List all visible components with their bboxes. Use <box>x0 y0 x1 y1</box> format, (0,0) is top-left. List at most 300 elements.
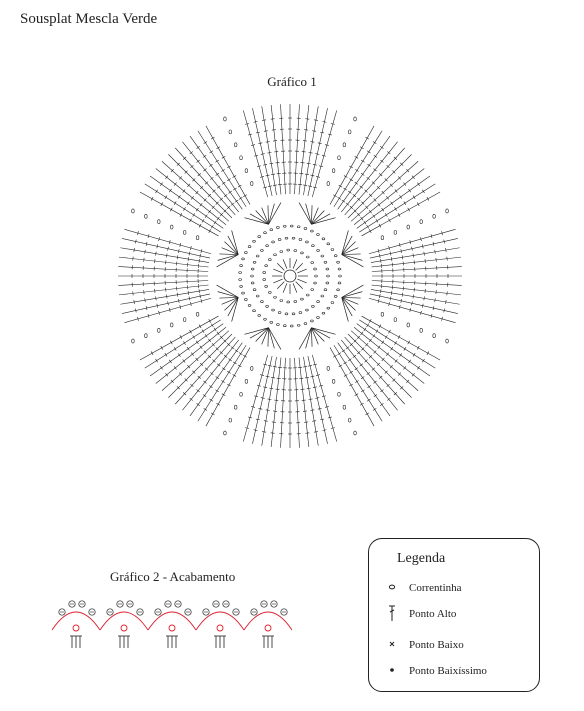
chain-stitch <box>285 237 288 239</box>
stitch-mark <box>187 202 189 205</box>
stitch-mark <box>222 297 239 304</box>
stitch-mark <box>227 179 230 181</box>
chain-stitch <box>334 255 337 257</box>
stitch-mark <box>364 328 366 331</box>
chain-stitch <box>274 296 277 298</box>
stitch-mark <box>303 366 307 367</box>
stitch-mark <box>311 328 312 347</box>
stitch-mark <box>330 126 374 205</box>
stitch-mark <box>373 381 376 384</box>
stitch-mark <box>446 300 447 304</box>
chain-stitch <box>250 182 253 186</box>
stitch-mark <box>204 142 207 144</box>
stitch-mark <box>156 296 157 300</box>
chain-stitch <box>446 339 449 343</box>
legend-label: Ponto Alto <box>409 608 457 620</box>
chain-stitch <box>240 392 243 396</box>
stitch-mark <box>307 388 311 389</box>
stitch-mark <box>140 316 219 360</box>
stitch-mark <box>342 236 352 255</box>
stitch-mark <box>157 244 158 248</box>
stitch-mark <box>353 194 356 197</box>
chain-stitch <box>229 130 232 134</box>
stitch-mark <box>422 190 424 193</box>
stitch-mark <box>296 263 303 270</box>
stitch-mark <box>402 293 403 297</box>
chain-stitch <box>311 261 314 263</box>
chain-stitch <box>292 313 295 315</box>
stitch-mark <box>174 201 176 204</box>
stitch-mark <box>200 294 201 298</box>
stitch-mark <box>295 358 300 448</box>
stitch-mark <box>209 229 211 232</box>
stitch-mark <box>357 324 430 376</box>
correntinha-icon <box>383 582 401 595</box>
chain-stitch <box>263 271 266 273</box>
stitch-mark <box>208 210 211 213</box>
stitch-mark <box>365 413 368 415</box>
stitch-mark <box>273 279 282 283</box>
stitch-mark <box>349 179 352 181</box>
stitch-mark <box>388 219 390 222</box>
chain-stitch <box>240 265 243 267</box>
stitch-mark <box>197 403 200 405</box>
stitch-mark <box>311 328 335 335</box>
stitch-mark <box>342 297 359 304</box>
edging-arc <box>100 612 148 630</box>
legend-item-ponto-baixissimo <box>383 662 487 680</box>
legend-item-correntinha <box>383 579 462 597</box>
stitch-mark <box>311 214 330 224</box>
stitch-mark <box>346 347 349 350</box>
stitch-mark <box>339 365 342 367</box>
stitch-mark <box>150 324 223 376</box>
chain-stitch <box>242 258 245 260</box>
stitch-mark <box>211 225 213 228</box>
stitch-mark <box>293 259 297 268</box>
stitch-mark <box>355 368 358 370</box>
stitch-mark <box>295 104 300 194</box>
stitch-mark <box>367 324 369 327</box>
chain-stitch <box>311 230 314 232</box>
stitch-mark <box>360 147 363 149</box>
stitch-mark <box>338 197 341 199</box>
chain-stitch <box>306 241 309 243</box>
ponto-baixissimo-icon <box>383 665 401 678</box>
chain-stitch <box>158 328 161 332</box>
stitch-mark <box>200 346 203 349</box>
base-ring <box>265 625 271 631</box>
stitch-mark <box>243 355 246 357</box>
chain-stitch <box>258 236 261 238</box>
stitch-mark <box>170 341 172 344</box>
stitch-mark <box>224 194 227 197</box>
stitch-mark <box>219 297 238 298</box>
stitch-mark <box>318 408 322 409</box>
stitch-mark <box>318 143 322 144</box>
stitch-mark <box>394 341 396 344</box>
stitch-mark <box>422 304 423 308</box>
stitch-mark <box>183 207 185 210</box>
stitch-mark <box>193 335 195 338</box>
stitch-mark <box>369 339 372 342</box>
stitch-mark <box>217 186 220 189</box>
stitch-mark <box>344 374 347 376</box>
chain-stitch <box>256 295 259 297</box>
chain-stitch <box>278 238 281 240</box>
stitch-mark <box>151 197 153 200</box>
stitch-mark <box>146 242 147 246</box>
stitch-mark <box>233 374 236 376</box>
stitch-mark <box>367 151 370 153</box>
chain-stitch <box>337 289 340 291</box>
stitch-mark <box>388 330 390 333</box>
stitch-mark <box>380 389 383 392</box>
stitch-mark <box>403 366 406 369</box>
stitch-mark <box>227 166 230 168</box>
stitch-mark <box>412 247 413 251</box>
stitch-mark <box>309 399 313 400</box>
stitch-mark <box>134 300 135 304</box>
stitch-mark <box>355 169 358 171</box>
chain-stitch <box>331 249 334 251</box>
stitch-mark <box>380 259 381 263</box>
chain-stitch <box>339 275 342 277</box>
chain-stitch <box>280 299 283 301</box>
crochet-chart-1 <box>110 96 470 456</box>
stitch-mark <box>404 201 406 204</box>
stitch-mark <box>372 267 462 272</box>
stitch-mark <box>395 189 398 192</box>
stitch-mark <box>269 328 275 349</box>
stitch-mark <box>382 341 384 344</box>
chain-stitch <box>253 289 256 291</box>
stitch-mark <box>177 293 178 297</box>
chain-stitch <box>332 379 335 383</box>
chain-stitch <box>317 301 320 303</box>
stitch-mark <box>161 346 163 349</box>
stitch-mark <box>264 131 268 132</box>
stitch-mark <box>373 169 376 172</box>
chain-stitch <box>311 320 314 322</box>
stitch-mark <box>197 146 200 148</box>
stitch-mark <box>178 195 180 198</box>
stitch-mark <box>190 219 192 222</box>
stitch-mark <box>199 325 201 328</box>
chain-stitch <box>314 282 317 284</box>
chain-stitch <box>407 225 410 229</box>
stitch-mark <box>312 421 316 422</box>
edging-arc <box>52 612 100 630</box>
stitch-mark <box>134 248 135 252</box>
stitch-mark <box>268 328 269 347</box>
stitch-mark <box>256 132 260 133</box>
stitch-mark <box>238 365 241 367</box>
chain-stitch <box>196 236 199 240</box>
stitch-mark <box>118 267 208 272</box>
stitch-mark <box>310 142 314 143</box>
chain-stitch <box>290 325 293 327</box>
stitch-mark <box>320 132 324 133</box>
stitch-mark <box>417 202 419 205</box>
stitch-mark <box>199 224 201 227</box>
stitch-mark <box>211 413 214 415</box>
stitch-mark <box>264 421 268 422</box>
stitch-mark <box>310 410 314 411</box>
stitch-mark <box>362 192 441 236</box>
stitch-mark <box>183 359 186 362</box>
stitch-mark <box>361 217 364 220</box>
chain-stitch <box>297 226 300 228</box>
stitch-mark <box>308 365 312 366</box>
stitch-mark <box>387 151 390 154</box>
chain-stitch <box>343 405 346 409</box>
stitch-mark <box>227 384 230 386</box>
chain-stitch <box>266 305 269 307</box>
stitch-mark <box>221 169 224 171</box>
edging-arc <box>196 612 244 630</box>
stitch-mark <box>311 208 318 225</box>
stitch-mark <box>206 126 250 205</box>
stitch-mark <box>262 328 269 345</box>
chain-stitch <box>433 214 436 218</box>
stitch-mark <box>200 203 203 206</box>
chain-stitch <box>334 295 337 297</box>
stitch-mark <box>364 221 366 224</box>
chain-stitch <box>287 249 290 251</box>
stitch-mark <box>342 248 359 255</box>
stitch-mark <box>311 328 318 345</box>
legend-item-ponto-baixo <box>383 636 464 654</box>
stitch-mark <box>228 191 231 193</box>
chain-stitch <box>251 275 254 277</box>
stitch-mark <box>435 298 436 302</box>
chain-stitch <box>239 272 242 274</box>
stitch-mark <box>334 131 382 207</box>
stitch-mark <box>263 164 267 165</box>
stitch-mark <box>355 156 358 158</box>
stitch-mark <box>296 282 303 289</box>
stitch-mark <box>444 240 445 244</box>
stitch-mark <box>210 372 213 375</box>
stitch-mark <box>224 355 227 358</box>
stitch-mark <box>269 204 275 225</box>
center-ring <box>284 270 296 282</box>
stitch-mark <box>268 205 269 224</box>
chain-stitch <box>326 282 329 284</box>
stitch-mark <box>342 255 364 267</box>
stitch-mark <box>267 152 271 153</box>
stitch-mark <box>412 373 415 376</box>
stitch-mark <box>277 282 284 289</box>
chain-stitch <box>299 238 302 240</box>
stitch-mark <box>206 348 250 427</box>
chain-stitch <box>317 249 320 251</box>
stitch-mark <box>244 328 268 335</box>
stitch-mark <box>281 104 286 194</box>
stitch-mark <box>156 190 158 193</box>
chain-stitch <box>354 117 357 121</box>
stitch-mark <box>424 296 425 300</box>
stitch-mark <box>342 297 352 316</box>
legend-label: Ponto Baixo <box>409 639 464 651</box>
stitch-mark <box>135 240 136 244</box>
stitch-mark <box>216 377 219 379</box>
crochet-chart-2-edging <box>44 592 294 652</box>
stitch-mark <box>380 146 383 148</box>
stitch-mark <box>376 219 378 222</box>
stitch-mark <box>372 281 462 286</box>
chain-stitch <box>253 310 256 312</box>
chain-stitch <box>239 278 242 280</box>
stitch-mark <box>211 137 214 139</box>
stitch-mark <box>190 330 192 333</box>
stitch-mark <box>254 430 258 431</box>
stitch-mark <box>198 345 246 421</box>
stitch-mark <box>382 208 384 211</box>
stitch-mark <box>203 169 206 172</box>
chain-stitch <box>261 249 264 251</box>
stitch-mark <box>178 353 180 356</box>
stitch-mark <box>209 164 212 166</box>
stitch-mark <box>156 252 157 256</box>
stitch-mark <box>359 320 435 368</box>
stitch-mark <box>330 348 374 427</box>
stitch-mark <box>189 252 190 256</box>
stitch-mark <box>361 332 364 335</box>
stitch-mark <box>379 294 380 298</box>
stitch-mark <box>361 160 364 162</box>
chain-stitch <box>224 431 227 435</box>
chain-stitch <box>251 268 254 270</box>
stitch-mark <box>333 195 336 197</box>
stitch-mark <box>135 309 136 313</box>
stitch-mark <box>160 183 162 186</box>
stitch-mark <box>338 136 390 209</box>
stitch-mark <box>233 176 236 178</box>
chain-stitch <box>312 245 315 247</box>
stitch-mark <box>261 398 265 399</box>
stitch-mark <box>315 398 319 399</box>
stitch-mark <box>140 192 219 236</box>
stitch-mark <box>202 329 204 332</box>
stitch-mark <box>402 255 403 259</box>
stitch-mark <box>378 203 381 206</box>
stitch-mark <box>424 252 425 256</box>
stitch-mark <box>210 399 213 401</box>
stitch-mark <box>348 191 351 193</box>
chain-stitch <box>327 307 330 309</box>
stitch-mark <box>320 419 324 420</box>
stitch-mark <box>307 163 311 164</box>
stitch-mark <box>222 394 225 396</box>
legend-title: Legenda <box>397 551 446 566</box>
stitch-mark <box>203 155 206 157</box>
stitch-mark <box>191 196 194 199</box>
stitch-mark <box>209 319 211 322</box>
stitch-mark <box>266 376 270 377</box>
stitch-mark <box>198 131 246 207</box>
chain-stitch <box>299 312 302 314</box>
stitch-mark <box>349 384 352 386</box>
stitch-mark <box>360 186 363 189</box>
stitch-mark <box>365 137 368 139</box>
stitch-mark <box>391 257 392 261</box>
stitch-mark <box>342 200 345 202</box>
chain-stitch <box>278 312 281 314</box>
stitch-mark <box>308 186 312 187</box>
stitch-mark <box>367 164 370 166</box>
chain-stitch <box>240 156 243 160</box>
stitch-mark <box>191 353 194 356</box>
stitch-mark <box>263 387 267 388</box>
stitch-mark <box>190 136 242 209</box>
stitch-mark <box>218 292 239 298</box>
stitch-mark <box>342 297 349 321</box>
chain-stitch <box>348 130 351 134</box>
stitch-mark <box>180 335 182 338</box>
stitch-mark <box>353 355 356 358</box>
stitch-mark <box>174 366 177 369</box>
stitch-mark <box>315 154 319 155</box>
chain-stitch <box>196 312 199 316</box>
chain-stitch <box>264 232 267 234</box>
chain-stitch <box>270 321 273 323</box>
stitch-mark <box>433 306 434 310</box>
stitch-mark <box>269 163 273 164</box>
stitch-mark <box>232 297 239 321</box>
stitch-mark <box>349 371 352 373</box>
stitch-mark <box>214 221 216 224</box>
stitch-mark <box>357 176 430 228</box>
stitch-mark <box>165 176 168 179</box>
chain-stitch <box>268 291 271 293</box>
chain-stitch <box>338 392 341 396</box>
stitch-mark <box>367 225 369 228</box>
stitch-mark <box>305 174 309 175</box>
stitch-mark <box>216 403 219 405</box>
chain-stitch <box>294 300 297 302</box>
stitch-mark <box>413 295 414 299</box>
stitch-mark <box>387 398 390 401</box>
stitch-mark <box>314 432 318 433</box>
stitch-mark <box>261 154 265 155</box>
stitch-mark <box>360 403 363 405</box>
chain-stitch <box>294 250 297 252</box>
stitch-mark <box>349 166 352 168</box>
stitch-mark <box>385 335 387 338</box>
stitch-mark <box>367 399 370 401</box>
chain-stitch <box>322 312 325 314</box>
stitch-mark <box>233 362 236 364</box>
chain-stitch <box>321 295 324 297</box>
chain-stitch <box>268 259 271 261</box>
stitch-mark <box>348 359 351 361</box>
chart2-title: Gráfico 2 - Acabamento <box>110 569 236 584</box>
stitch-mark <box>211 324 213 327</box>
stitch-mark <box>323 430 327 431</box>
stitch-mark <box>217 285 239 297</box>
stitch-mark <box>199 289 200 293</box>
stitch-mark <box>145 320 221 368</box>
chain-stitch <box>326 268 329 270</box>
stitch-mark <box>401 299 402 303</box>
chain-stitch <box>270 229 273 231</box>
chain-stitch <box>253 261 256 263</box>
stitch-mark <box>177 255 178 259</box>
chain-stitch <box>324 289 327 291</box>
stitch-mark <box>312 131 316 132</box>
